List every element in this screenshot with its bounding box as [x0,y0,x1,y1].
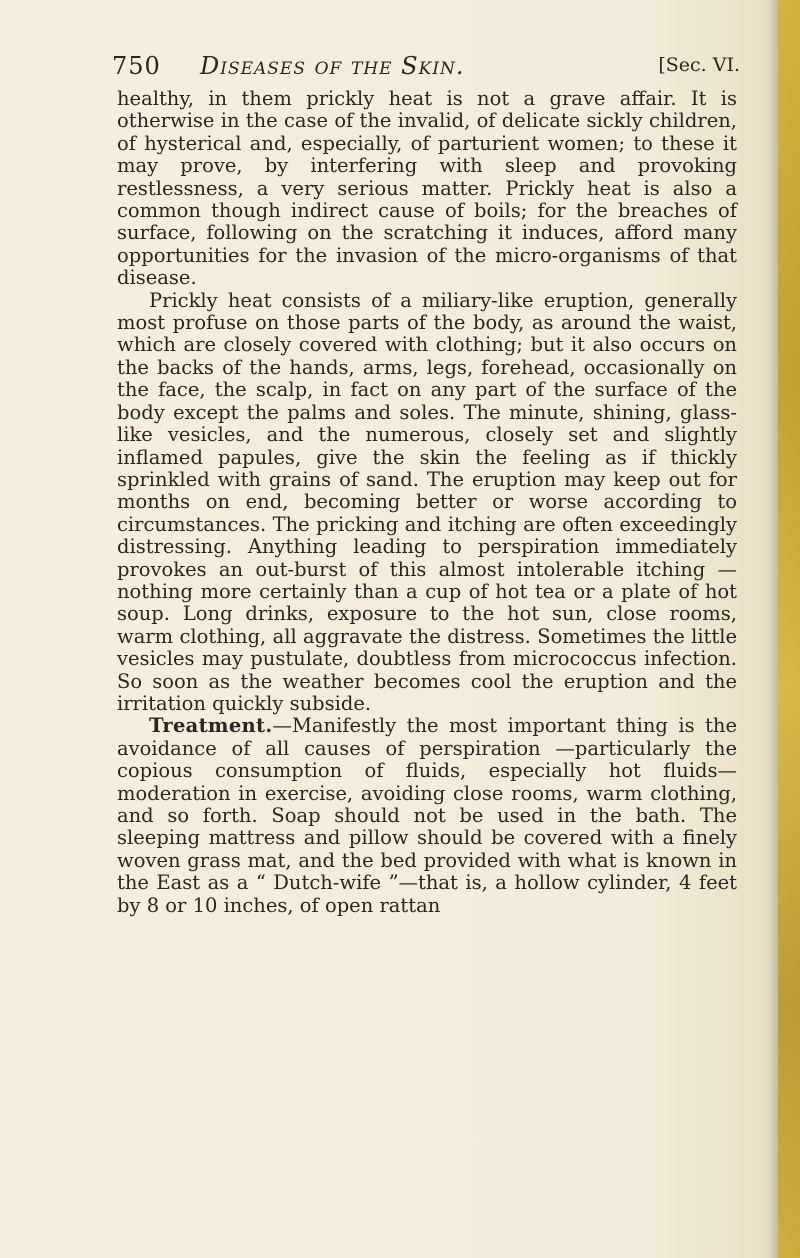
paragraph-text: healthy, in them prickly heat is not a grave affair. It is otherwise in the case of the invalid, of delicate sickly children, of hysterical and, especially, of parturient women; to these it may prove, by interfering with sleep and provoking restlessness, a very serious matter. Prickly heat is also a common though indirect cause of boils; for the breaches of surface, following on the scratching it induces, afford many opportunities for the invasion of the micro-organisms of that disease. [117,87,737,290]
paragraph-prickly-heat [117,290,737,716]
book-edge [778,0,800,1258]
paragraph-text: Prickly heat consists of a miliary-like eruption, generally most profuse on those parts of the body, as around the waist, which are closely covered with clothing; but it also occurs on the backs of the hands, arms, legs, forehead, occasionally on the face, the scalp, in fact on any part of the surface of the body except the palms and soles. The minute, shining, glass-like vesicles, and the numerous, closely set and slightly inflamed papules, give the skin the feeling as if thickly sprinkled with grains of sand. The eruption may keep out for months on end, becoming better or worse according to circumstances. The pricking and itching are often exceedingly distressing. Anything leading to perspiration immediately provokes an out-burst of this almost intolerable itching — nothing more certainly than a cup of hot tea or a plate of hot soup. Long drinks, exposure to the hot sun, close rooms, warm clothing, all aggravate the distress. Sometimes the little vesicles may pustulate, doubtless from micrococcus infection. So soon as the weather becomes cool the eruption and the irritation quickly subside. [117,288,737,715]
body-text [117,88,737,917]
paragraph-treatment [117,715,737,917]
page-number: 750 [112,52,161,80]
running-title: Diseases of the Skin. [200,52,465,80]
page-header [112,52,740,86]
section-reference: [Sec. VI. [658,54,740,76]
paragraph-continuation [117,88,737,290]
treatment-heading: Treatment. [149,714,273,738]
paragraph-text: —Manifestly the most important thing is the avoidance of all causes of perspiration —particularly the copious consumption of fluids, especially hot fluids—moderation in exercise, avoiding close rooms, warm clothing, and so forth. Soap should not be used in the bath. The sleeping mattress and pillow should be covered with a finely woven grass mat, and the bed provided with what is known in the East as a “ Dutch-wife ”—that is, a hollow cylinder, 4 feet by 8 or 10 inches, of open rattan [117,714,737,917]
page-gutter-shadow [766,0,778,1258]
